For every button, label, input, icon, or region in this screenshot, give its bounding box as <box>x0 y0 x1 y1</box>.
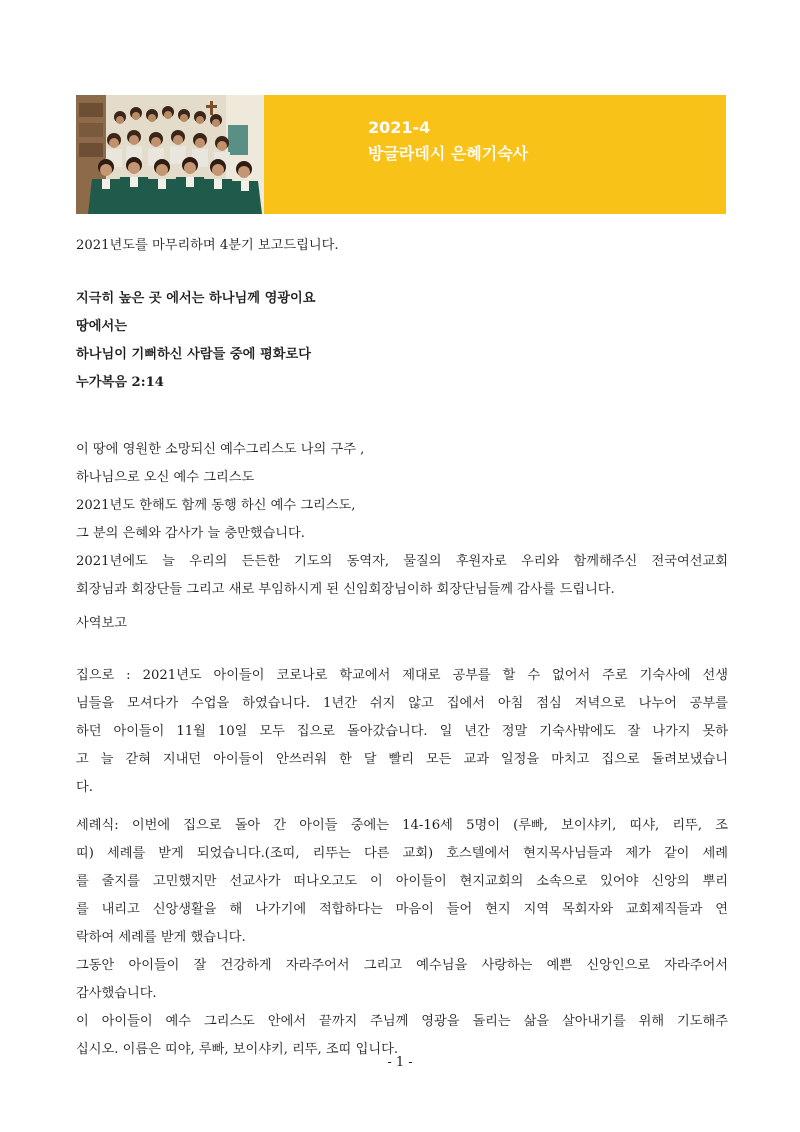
report-line: 감사했습니다. <box>76 986 157 1001</box>
report-baptism-block <box>76 812 728 1064</box>
scripture-line: 지극히 높은 곳 에서는 하나님께 영광이요 <box>76 291 316 306</box>
report-line: 띠) 세례를 받게 되었습니다.(조띠, 리뚜는 다른 교회) 호스텔에서 현지목사님들과 제가 같이 세례 <box>76 846 728 861</box>
report-line: 고 늘 갇혀 지내던 아이들이 안쓰러워 한 달 빨리 모든 교과 일정을 마치고 집으로 돌려보냈습니 <box>76 752 728 767</box>
page-number: - 1 - <box>387 1055 413 1070</box>
group-photo-image <box>76 95 264 214</box>
banner-title-block <box>264 95 726 214</box>
header-banner <box>76 95 726 214</box>
report-line: 락하여 세례를 받게 했습니다. <box>76 930 246 945</box>
report-period: 2021-4 <box>368 118 431 137</box>
report-line: 를 줄지를 고민했지만 선교사가 떠나오고도 이 아이들이 현지교회의 소속으로 있어야 신앙의 뿌리 <box>76 874 728 889</box>
report-line: 다. <box>76 780 93 795</box>
scripture-block <box>76 285 728 397</box>
group-photo <box>76 95 264 214</box>
thanks-line: 그 분의 은혜와 감사가 늘 충만했습니다. <box>76 526 305 541</box>
report-line: 이 아이들이 예수 그리스도 안에서 끝까지 주님께 영광을 돌리는 삶을 살아내기를 위해 기도해주 <box>76 1014 728 1029</box>
report-line: 십시오. 이름은 띠야, 루빠, 보이샤키, 리뚜, 조띠 입니다. <box>76 1042 399 1057</box>
report-title: 방글라데시 은혜기숙사 <box>368 144 529 163</box>
report-line: 그동안 아이들이 잘 건강하게 자라주어서 그리고 예수님을 사랑하는 예쁜 신앙인으로 자라주어서 <box>76 958 728 973</box>
section-title: 사역보고 <box>76 616 127 631</box>
scripture-reference: 누가복음 2:14 <box>76 375 164 390</box>
scripture-line: 하나님이 기뻐하신 사람들 중에 평화로다 <box>76 347 311 362</box>
report-home-block <box>76 662 728 802</box>
thanks-line: 회장님과 회장단들 그리고 새로 부임하시게 된 신임회장님이하 회장단님들께 감사를 드립니다. <box>76 582 615 597</box>
thanks-line: 2021년에도 늘 우리의 든든한 기도의 동역자, 물질의 후원자로 우리와 함께해주신 전국여선교회 <box>76 554 728 569</box>
report-line: 세례식: 이번에 집으로 돌아 간 아이들 중에는 14-16세 5명이 (루빠, 보이샤키, 띠샤, 리뚜, 조 <box>76 818 728 833</box>
scripture-line: 땅에서는 <box>76 319 127 334</box>
thanks-block <box>76 436 728 604</box>
report-line: 를 내리고 신앙생활을 해 나가기에 적합하다는 마음이 들어 현지 지역 목회자와 교회제직들과 연 <box>76 902 728 917</box>
report-line: 님들을 모셔다가 수업을 하였습니다. 1년간 쉬지 않고 집에서 아침 점심 저녁으로 나누어 공부를 <box>76 696 728 711</box>
thanks-line: 2021년도 한해도 함께 동행 하신 예수 그리스도, <box>76 498 356 513</box>
report-line: 하던 아이들이 11월 10일 모두 집으로 돌아갔습니다. 일 년간 정말 기숙사밖에도 잘 나가지 못하 <box>76 724 728 739</box>
thanks-line: 하나님으로 오신 예수 그리스도 <box>76 470 255 485</box>
intro-text: 2021년도를 마무리하며 4분기 보고드립니다. <box>76 238 339 253</box>
report-line: 집으로 : 2021년도 아이들이 코로나로 학교에서 제대로 공부를 할 수 없어서 주로 기숙사에 선생 <box>76 668 728 683</box>
thanks-line: 이 땅에 영원한 소망되신 예수그리스도 나의 구주 , <box>76 442 365 457</box>
